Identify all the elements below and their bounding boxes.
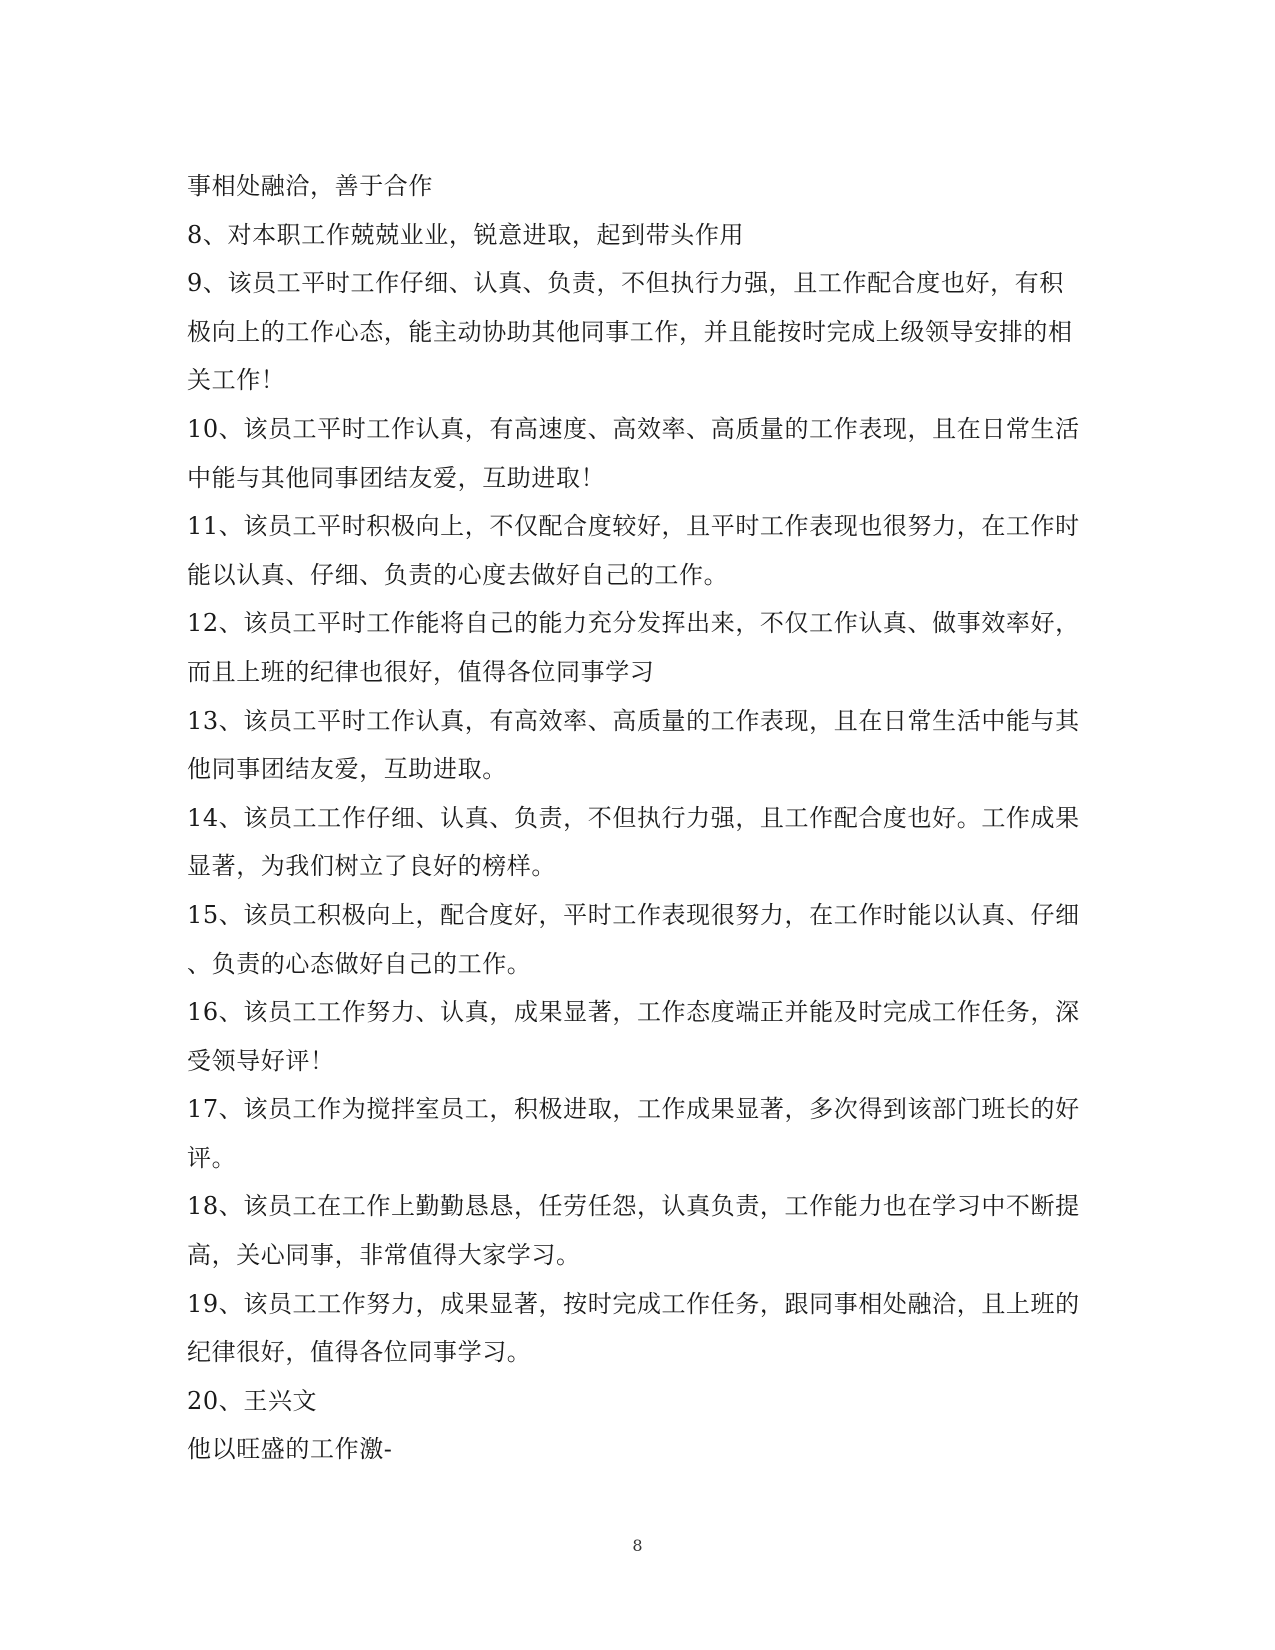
text-line: 能以认真、仔细、负责的心度去做好自己的工作。: [187, 560, 729, 589]
text-line: 受领导好评！: [187, 1046, 335, 1075]
text-line: 12、该员工平时工作能将自己的能力充分发挥出来，不仅工作认真、做事效率好，: [187, 609, 1080, 638]
document-body: [187, 162, 1087, 1474]
text-line: 极向上的工作心态，能主动协助其他同事工作，并且能按时完成上级领导安排的相: [187, 317, 1073, 346]
text-line: 他同事团结友爱，互助进取。: [187, 755, 507, 784]
page-number: 8: [632, 1536, 643, 1555]
text-line: 纪律很好，值得各位同事学习。: [187, 1338, 532, 1367]
text-line: 评。: [187, 1143, 237, 1172]
text-line: 他以旺盛的工作激-: [187, 1435, 393, 1464]
text-line: 16、该员工工作努力、认真，成果显著，工作态度端正并能及时完成工作任务，深: [187, 998, 1080, 1027]
text-line: 关工作！: [187, 366, 286, 395]
text-line: 11、该员工平时积极向上，不仅配合度较好，且平时工作表现也很努力，在工作时: [187, 512, 1080, 541]
text-line: 13、该员工平时工作认真，有高效率、高质量的工作表现，且在日常生活中能与其: [187, 706, 1080, 735]
text-line: 9、该员工平时工作仔细、认真、负责，不但执行力强，且工作配合度也好，有积: [187, 269, 1064, 298]
text-line: 中能与其他同事团结友爱，互助进取！: [187, 463, 606, 492]
text-line: 20、王兴文: [187, 1386, 318, 1415]
text-line: 15、该员工积极向上，配合度好，平时工作表现很努力，在工作时能以认真、仔细: [187, 900, 1080, 929]
text-line: 14、该员工工作仔细、认真、负责，不但执行力强，且工作配合度也好。工作成果: [187, 803, 1080, 832]
text-line: 19、该员工工作努力，成果显著，按时完成工作任务，跟同事相处融洽，且上班的: [187, 1289, 1080, 1318]
text-line: 显著，为我们树立了良好的榜样。: [187, 852, 556, 881]
text-line: 高，关心同事，非常值得大家学习。: [187, 1241, 581, 1270]
text-line: 18、该员工在工作上勤勤恳恳，任劳任怨，认真负责，工作能力也在学习中不断提: [187, 1192, 1080, 1221]
text-line: 而且上班的纪律也很好，值得各位同事学习: [187, 657, 655, 686]
text-line: 8、对本职工作兢兢业业，锐意进取，起到带头作用: [187, 220, 745, 249]
text-line: 、负责的心态做好自己的工作。: [187, 949, 532, 978]
text-line: 10、该员工平时工作认真，有高速度、高效率、高质量的工作表现，且在日常生活: [187, 414, 1080, 443]
text-line: 事相处融洽，善于合作: [187, 172, 433, 200]
text-line: 17、该员工作为搅拌室员工，积极进取，工作成果显著，多次得到该部门班长的好: [187, 1095, 1080, 1124]
